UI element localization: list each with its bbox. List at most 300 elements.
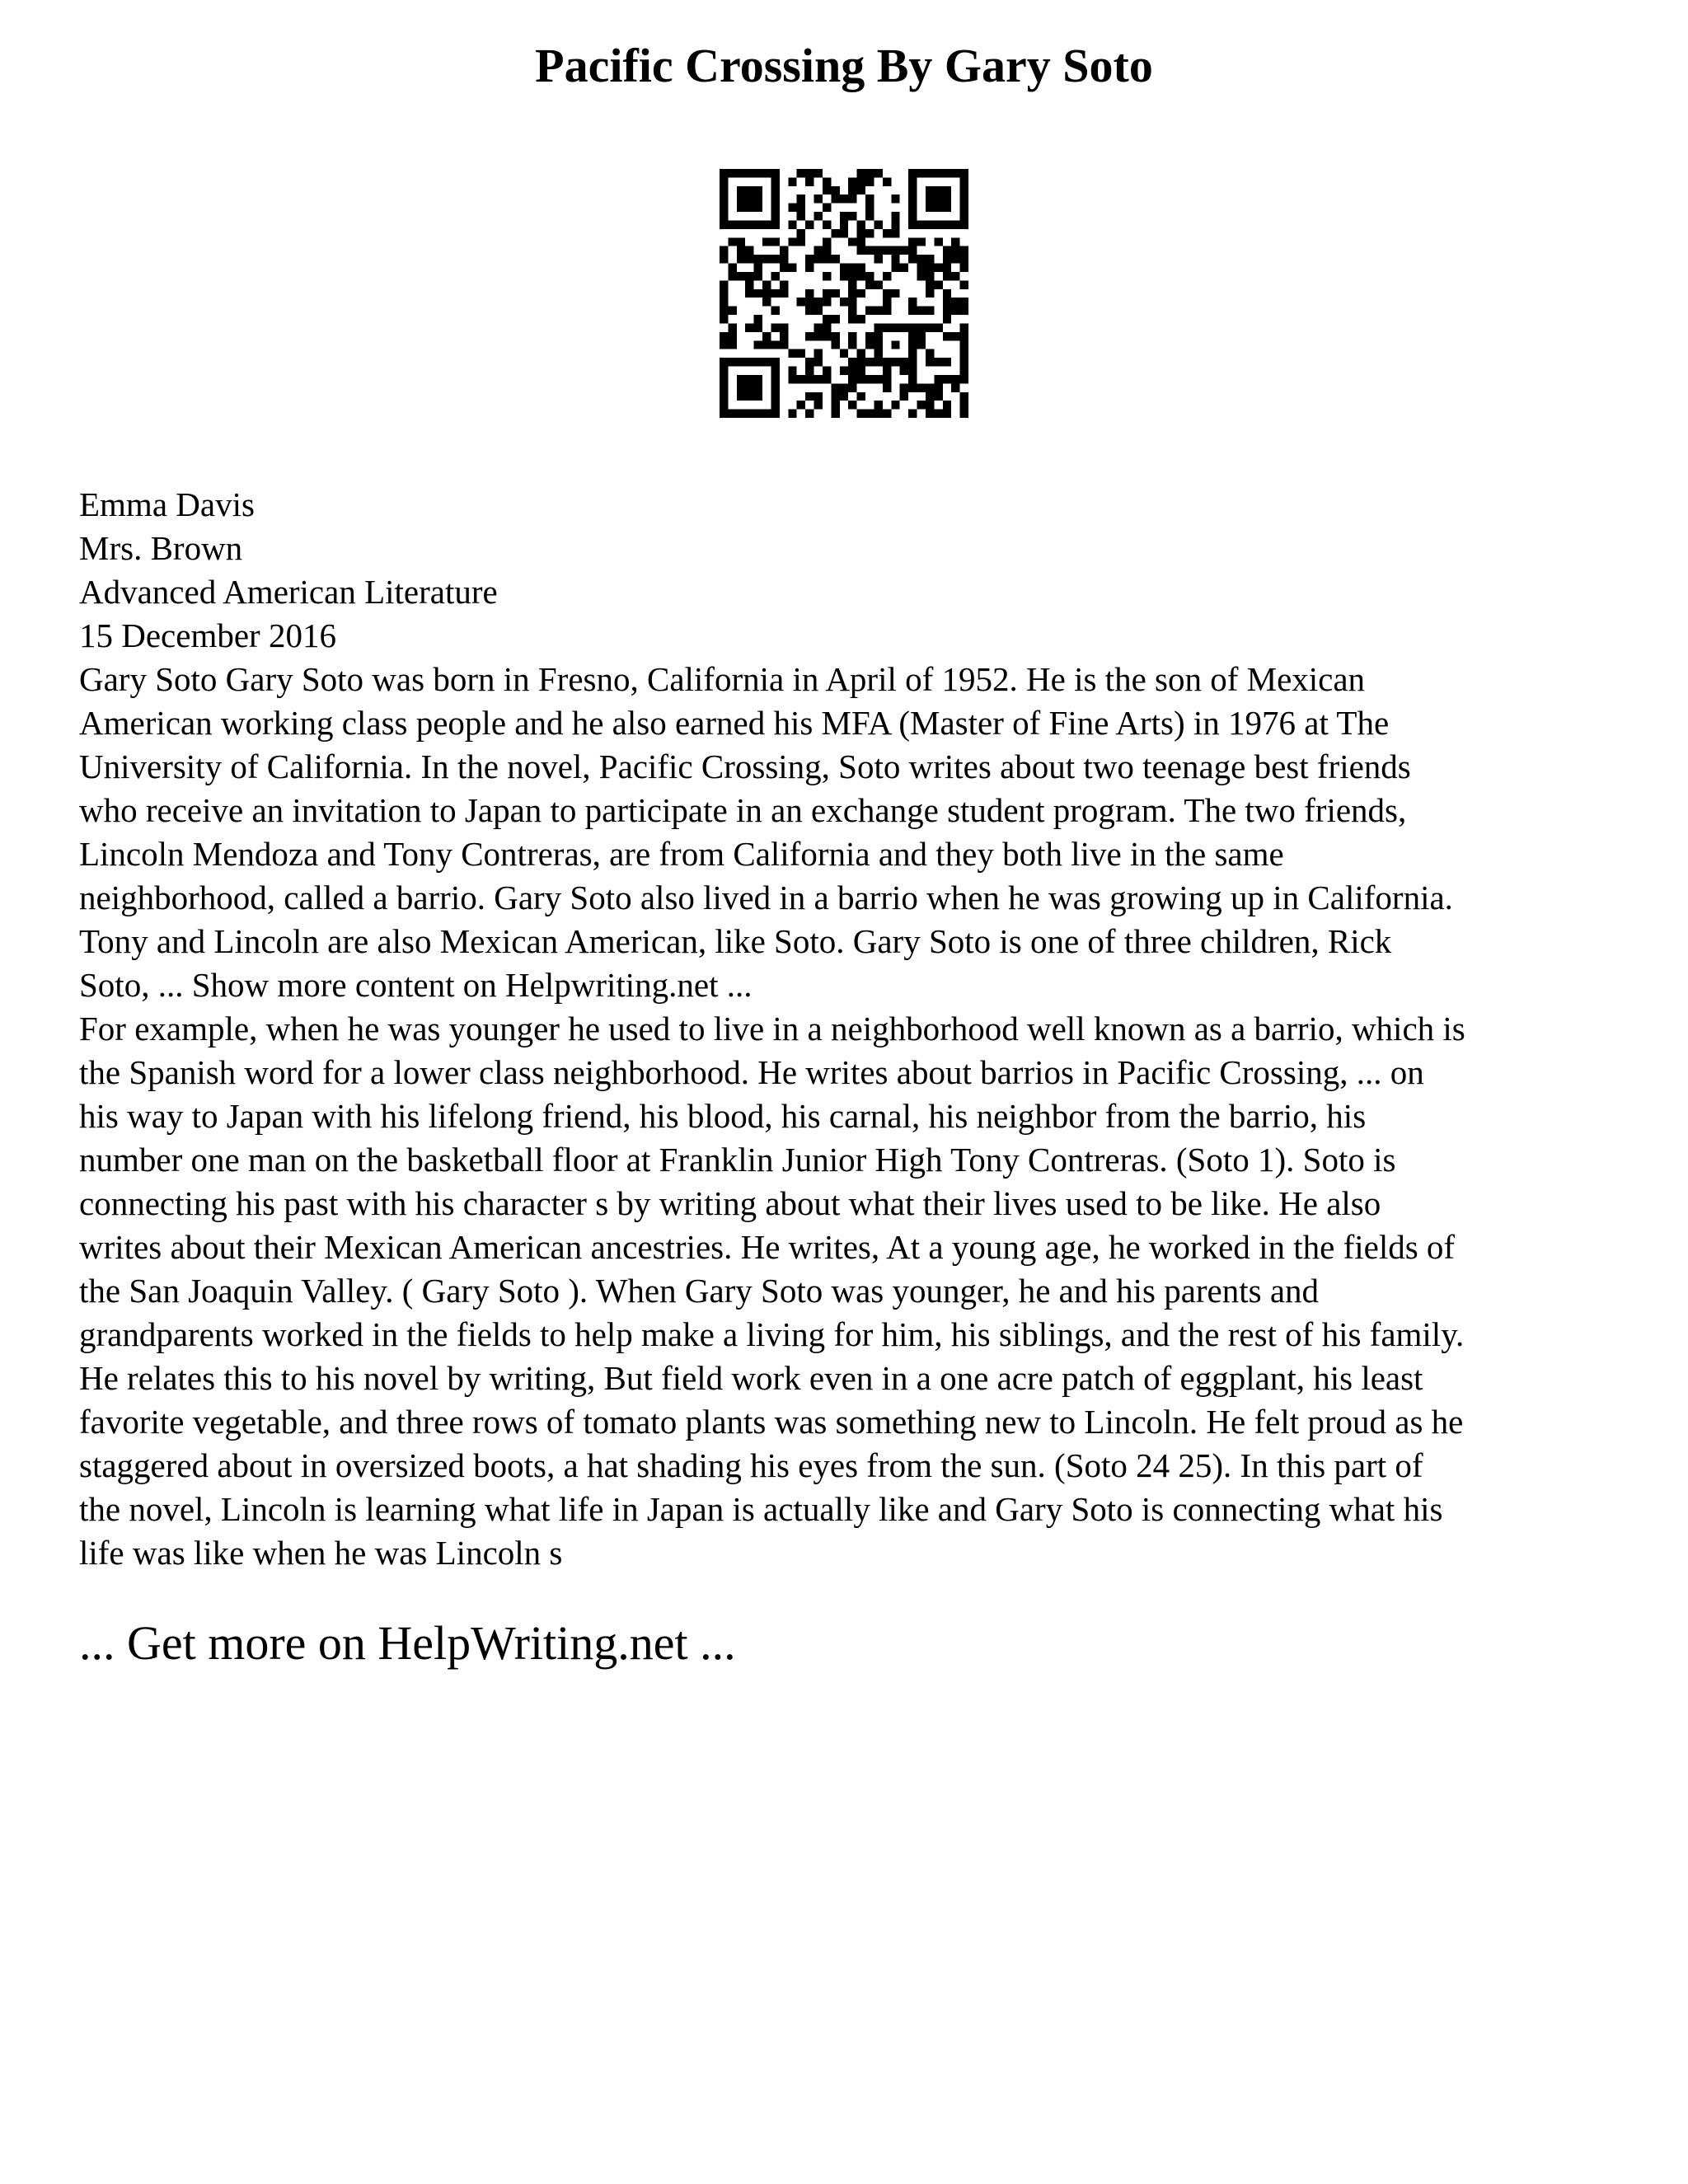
qr-module <box>891 229 899 237</box>
qr-module <box>823 204 831 212</box>
qr-module <box>780 280 788 288</box>
qr-module <box>814 401 823 409</box>
qr-module <box>865 177 874 185</box>
qr-module <box>874 280 882 288</box>
qr-module <box>814 212 823 220</box>
qr-module <box>762 298 771 306</box>
qr-module <box>908 255 917 263</box>
qr-module <box>797 229 805 237</box>
qr-module <box>960 332 968 340</box>
paragraph-2-line: He relates this to his novel by writing, But field work even in a one acre patch of eggplant, his least <box>79 1359 1423 1397</box>
qr-module <box>814 298 823 306</box>
qr-module <box>917 220 926 228</box>
qr-module <box>874 307 882 315</box>
qr-module <box>737 237 745 246</box>
qr-module <box>745 323 753 331</box>
qr-module <box>737 392 745 401</box>
qr-module <box>848 289 856 298</box>
qr-module <box>883 383 891 391</box>
qr-module <box>720 177 728 185</box>
qr-module <box>943 255 951 263</box>
qr-module <box>737 272 745 280</box>
qr-module <box>762 169 771 177</box>
qr-module <box>926 204 934 212</box>
qr-module <box>960 204 968 212</box>
qr-module <box>891 220 899 228</box>
qr-module <box>891 401 899 409</box>
qr-module <box>874 169 882 177</box>
qr-module <box>737 246 745 255</box>
qr-module <box>943 401 951 409</box>
qr-module <box>728 272 736 280</box>
qr-module <box>857 349 865 358</box>
qr-module <box>874 375 882 383</box>
qr-module <box>771 340 779 349</box>
paragraph-1-line: University of California. In the novel, Pacific Crossing, Soto writes about two teenage best friends <box>79 748 1411 785</box>
qr-module <box>891 264 899 272</box>
qr-module <box>771 237 779 246</box>
qr-module <box>848 272 856 280</box>
qr-module <box>745 255 753 263</box>
qr-module <box>840 298 848 306</box>
qr-module <box>754 220 762 228</box>
qr-module <box>745 410 753 418</box>
qr-module <box>831 194 839 203</box>
qr-module <box>874 323 882 331</box>
qr-module <box>943 298 951 306</box>
qr-module <box>797 298 805 306</box>
qr-module <box>960 246 968 255</box>
qr-module <box>926 255 934 263</box>
qr-module <box>848 358 856 366</box>
qr-module <box>865 340 874 349</box>
qr-module <box>934 264 942 272</box>
qr-module <box>960 358 968 366</box>
qr-module <box>943 186 951 194</box>
qr-module <box>754 315 762 323</box>
qr-module <box>840 383 848 391</box>
qr-module <box>908 332 917 340</box>
qr-module <box>737 410 745 418</box>
qr-module <box>720 340 728 349</box>
qr-module <box>951 307 959 315</box>
qr-module <box>934 186 942 194</box>
qr-module <box>720 220 728 228</box>
qr-module <box>780 246 788 255</box>
qr-module <box>883 229 891 237</box>
qr-module <box>865 307 874 315</box>
qr-module <box>788 220 796 228</box>
qr-module <box>943 315 951 323</box>
qr-module <box>934 392 942 401</box>
qr-module <box>754 375 762 383</box>
qr-module <box>762 358 771 366</box>
qr-module <box>960 264 968 272</box>
qr-module <box>814 307 823 315</box>
qr-module <box>745 392 753 401</box>
qr-module <box>960 169 968 177</box>
qr-module <box>831 332 839 340</box>
qr-module <box>745 186 753 194</box>
qr-module <box>943 272 951 280</box>
qr-module <box>848 280 856 288</box>
qr-module <box>823 246 831 255</box>
qr-module <box>960 401 968 409</box>
qr-module <box>771 272 779 280</box>
qr-module <box>848 383 856 391</box>
paragraph-1-line: who receive an invitation to Japan to participate in an exchange student program. The two friends, <box>79 791 1407 829</box>
qr-module <box>960 194 968 203</box>
qr-module <box>857 358 865 366</box>
paragraph-2-line: the Spanish word for a lower class neighborhood. He writes about barrios in Pacific Crossing, ... on <box>79 1053 1424 1091</box>
qr-module <box>831 315 839 323</box>
paragraph-2-line: number one man on the basketball floor at Franklin Junior High Tony Contreras. (Soto 1). Soto is <box>79 1141 1396 1179</box>
qr-module <box>805 298 814 306</box>
qr-module <box>917 169 926 177</box>
qr-module <box>934 220 942 228</box>
qr-module <box>831 340 839 349</box>
qr-module <box>728 340 736 349</box>
qr-module <box>771 204 779 212</box>
qr-module <box>900 323 908 331</box>
qr-module <box>771 367 779 375</box>
qr-module <box>874 410 882 418</box>
qr-module <box>883 323 891 331</box>
qr-module <box>805 264 814 272</box>
paragraph-2-line: For example, when he was younger he used to live in a neighborhood well known as a barrio, which is <box>79 1010 1465 1047</box>
qr-module <box>917 307 926 315</box>
paragraph-1-line: Soto, ... Show more content on Helpwriting.net ... <box>79 966 753 1004</box>
qr-module <box>943 289 951 298</box>
qr-module <box>831 401 839 409</box>
qr-module <box>831 255 839 263</box>
qr-module <box>720 392 728 401</box>
qr-module <box>857 392 865 401</box>
qr-module <box>754 410 762 418</box>
qr-module <box>814 194 823 203</box>
qr-module <box>823 289 831 298</box>
qr-module <box>865 194 874 203</box>
qr-module <box>908 204 917 212</box>
qr-module <box>823 298 831 306</box>
qr-module <box>865 246 874 255</box>
qr-module <box>805 220 814 228</box>
qr-module <box>857 237 865 246</box>
qr-module <box>754 340 762 349</box>
qr-module <box>917 332 926 340</box>
qr-module <box>960 349 968 358</box>
qr-module <box>883 358 891 366</box>
qr-module <box>865 229 874 237</box>
qr-module <box>754 358 762 366</box>
qr-module <box>754 383 762 391</box>
qr-module <box>960 307 968 315</box>
qr-module <box>823 323 831 331</box>
qr-module <box>754 392 762 401</box>
qr-module <box>762 220 771 228</box>
qr-module <box>951 375 959 383</box>
qr-module <box>883 410 891 418</box>
qr-module <box>840 194 848 203</box>
qr-module <box>891 323 899 331</box>
qr-module <box>805 367 814 375</box>
qr-module <box>814 375 823 383</box>
qr-module <box>771 194 779 203</box>
qr-module <box>943 204 951 212</box>
qr-module <box>874 332 882 340</box>
qr-module <box>960 212 968 220</box>
qr-module <box>917 237 926 246</box>
qr-module <box>926 280 934 288</box>
qr-module <box>943 169 951 177</box>
qr-module <box>857 246 865 255</box>
qr-module <box>865 212 874 220</box>
qr-module <box>728 323 736 331</box>
qr-module <box>840 272 848 280</box>
qr-module <box>891 358 899 366</box>
qr-module <box>831 410 839 418</box>
qr-module <box>908 340 917 349</box>
qr-module <box>840 264 848 272</box>
qr-module <box>788 367 796 375</box>
qr-module <box>831 186 839 194</box>
qr-module <box>848 315 856 323</box>
author-name: Emma Davis <box>79 485 255 523</box>
qr-module <box>797 349 805 358</box>
qr-module <box>848 177 856 185</box>
qr-module <box>788 204 796 212</box>
qr-module <box>960 255 968 263</box>
qr-module <box>934 375 942 383</box>
qr-module <box>900 392 908 401</box>
qr-module <box>745 280 753 288</box>
qr-module <box>857 410 865 418</box>
qr-module <box>857 229 865 237</box>
qr-module <box>900 383 908 391</box>
qr-module <box>805 375 814 383</box>
qr-module <box>771 358 779 366</box>
qr-module <box>762 237 771 246</box>
qr-module <box>908 186 917 194</box>
qr-module <box>908 323 917 331</box>
qr-module <box>943 264 951 272</box>
paragraph-2-line: life was like when he was Lincoln s <box>79 1534 563 1572</box>
qr-module <box>951 255 959 263</box>
qr-module <box>754 204 762 212</box>
qr-module <box>745 272 753 280</box>
qr-module <box>908 177 917 185</box>
qr-module <box>720 383 728 391</box>
qr-module <box>797 237 805 246</box>
qr-module <box>891 255 899 263</box>
qr-module <box>720 204 728 212</box>
qr-module <box>848 212 856 220</box>
qr-module <box>926 264 934 272</box>
qr-module <box>805 169 814 177</box>
qr-module <box>908 237 917 246</box>
qr-module <box>805 410 814 418</box>
paragraph-1-line: Lincoln Mendoza and Tony Contreras, are from California and they both live in the same <box>79 835 1284 873</box>
qr-module <box>754 289 762 298</box>
get-more-link[interactable]: ... Get more on HelpWriting.net ... <box>79 1616 736 1670</box>
qr-module <box>874 255 882 263</box>
qr-code-icon[interactable] <box>720 169 968 418</box>
qr-module <box>728 237 736 246</box>
qr-module <box>883 177 891 185</box>
qr-module <box>934 237 942 246</box>
paragraph-1-line: American working class people and he also earned his MFA (Master of Fine Arts) in 1976 at The <box>79 704 1390 742</box>
qr-module <box>720 194 728 203</box>
qr-module <box>831 392 839 401</box>
paragraph-2-line: the novel, Lincoln is learning what life in Japan is actually like and Gary Soto is connecting what his <box>79 1490 1443 1528</box>
qr-module <box>823 315 831 323</box>
qr-module <box>960 340 968 349</box>
qr-module <box>926 272 934 280</box>
qr-module <box>780 332 788 340</box>
qr-module <box>771 186 779 194</box>
qr-module <box>848 194 856 203</box>
qr-module <box>823 375 831 383</box>
qr-module <box>745 246 753 255</box>
qr-module <box>926 169 934 177</box>
qr-module <box>926 349 934 358</box>
qr-module <box>728 307 736 315</box>
qr-module <box>917 264 926 272</box>
qr-module <box>762 280 771 288</box>
qr-module <box>754 186 762 194</box>
qr-module <box>831 383 839 391</box>
qr-module <box>926 358 934 366</box>
qr-module <box>805 289 814 298</box>
qr-module <box>857 220 865 228</box>
qr-module <box>908 358 917 366</box>
qr-module <box>951 169 959 177</box>
qr-module <box>728 332 736 340</box>
qr-module <box>720 255 728 263</box>
qr-module <box>720 358 728 366</box>
qr-module <box>737 375 745 383</box>
qr-module <box>926 401 934 409</box>
qr-module <box>737 358 745 366</box>
qr-module <box>780 264 788 272</box>
qr-module <box>891 340 899 349</box>
qr-module <box>797 401 805 409</box>
qr-module <box>848 401 856 409</box>
qr-module <box>754 272 762 280</box>
qr-module <box>848 375 856 383</box>
qr-module <box>780 255 788 263</box>
qr-module <box>745 220 753 228</box>
qr-module <box>745 383 753 391</box>
qr-module <box>960 298 968 306</box>
qr-module <box>857 169 865 177</box>
qr-module <box>857 315 865 323</box>
qr-module <box>754 255 762 263</box>
qr-module <box>728 264 736 272</box>
qr-module <box>891 289 899 298</box>
qr-module <box>805 358 814 366</box>
qr-module <box>831 289 839 298</box>
qr-module <box>720 169 728 177</box>
qr-module <box>720 246 728 255</box>
qr-module <box>865 410 874 418</box>
qr-module <box>917 323 926 331</box>
qr-module <box>934 410 942 418</box>
qr-module <box>960 177 968 185</box>
qr-module <box>883 367 891 375</box>
qr-module <box>840 229 848 237</box>
paragraph-1-line: neighborhood, called a barrio. Gary Soto also lived in a barrio when he was growing up in California. <box>79 879 1453 916</box>
qr-module <box>951 220 959 228</box>
qr-module <box>831 229 839 237</box>
qr-module <box>805 255 814 263</box>
qr-module <box>943 410 951 418</box>
qr-module <box>874 358 882 366</box>
qr-module <box>926 289 934 298</box>
qr-module <box>883 298 891 306</box>
qr-module <box>960 280 968 288</box>
qr-module <box>780 340 788 349</box>
qr-module <box>814 349 823 358</box>
qr-module <box>823 177 831 185</box>
qr-module <box>883 246 891 255</box>
qr-module <box>848 340 856 349</box>
paragraph-1-line: Tony and Lincoln are also Mexican American, like Soto. Gary Soto is one of three children, Rick <box>79 922 1392 960</box>
qr-module <box>737 186 745 194</box>
qr-module <box>943 375 951 383</box>
qr-module <box>840 220 848 228</box>
qr-module <box>926 194 934 203</box>
qr-module <box>951 272 959 280</box>
qr-module <box>857 272 865 280</box>
paragraph-1-line: Gary Soto Gary Soto was born in Fresno, California in April of 1952. He is the son of Mexican <box>79 660 1366 698</box>
qr-module <box>771 410 779 418</box>
qr-module <box>840 349 848 358</box>
qr-module <box>720 367 728 375</box>
qr-module <box>720 401 728 409</box>
qr-module <box>728 358 736 366</box>
qr-module <box>771 169 779 177</box>
qr-module <box>926 307 934 315</box>
qr-module <box>934 323 942 331</box>
qr-module <box>814 392 823 401</box>
qr-module <box>771 401 779 409</box>
qr-module <box>883 375 891 383</box>
qr-module <box>754 169 762 177</box>
qr-module <box>943 332 951 340</box>
qr-module <box>814 169 823 177</box>
qr-module <box>848 186 856 194</box>
qr-module <box>908 220 917 228</box>
qr-module <box>908 246 917 255</box>
qr-module <box>720 186 728 194</box>
paragraph-2-line: favorite vegetable, and three rows of tomato plants was something new to Lincoln. He felt proud as he <box>79 1403 1464 1441</box>
qr-module <box>737 194 745 203</box>
qr-module <box>754 194 762 203</box>
qr-module <box>771 220 779 228</box>
qr-module <box>737 169 745 177</box>
qr-module <box>745 358 753 366</box>
qr-module <box>788 237 796 246</box>
qr-module <box>883 272 891 280</box>
qr-module <box>908 349 917 358</box>
qr-module <box>737 220 745 228</box>
qr-module <box>848 307 856 315</box>
qr-module <box>943 358 951 366</box>
qr-module <box>848 367 856 375</box>
qr-module <box>797 212 805 220</box>
qr-module <box>762 289 771 298</box>
